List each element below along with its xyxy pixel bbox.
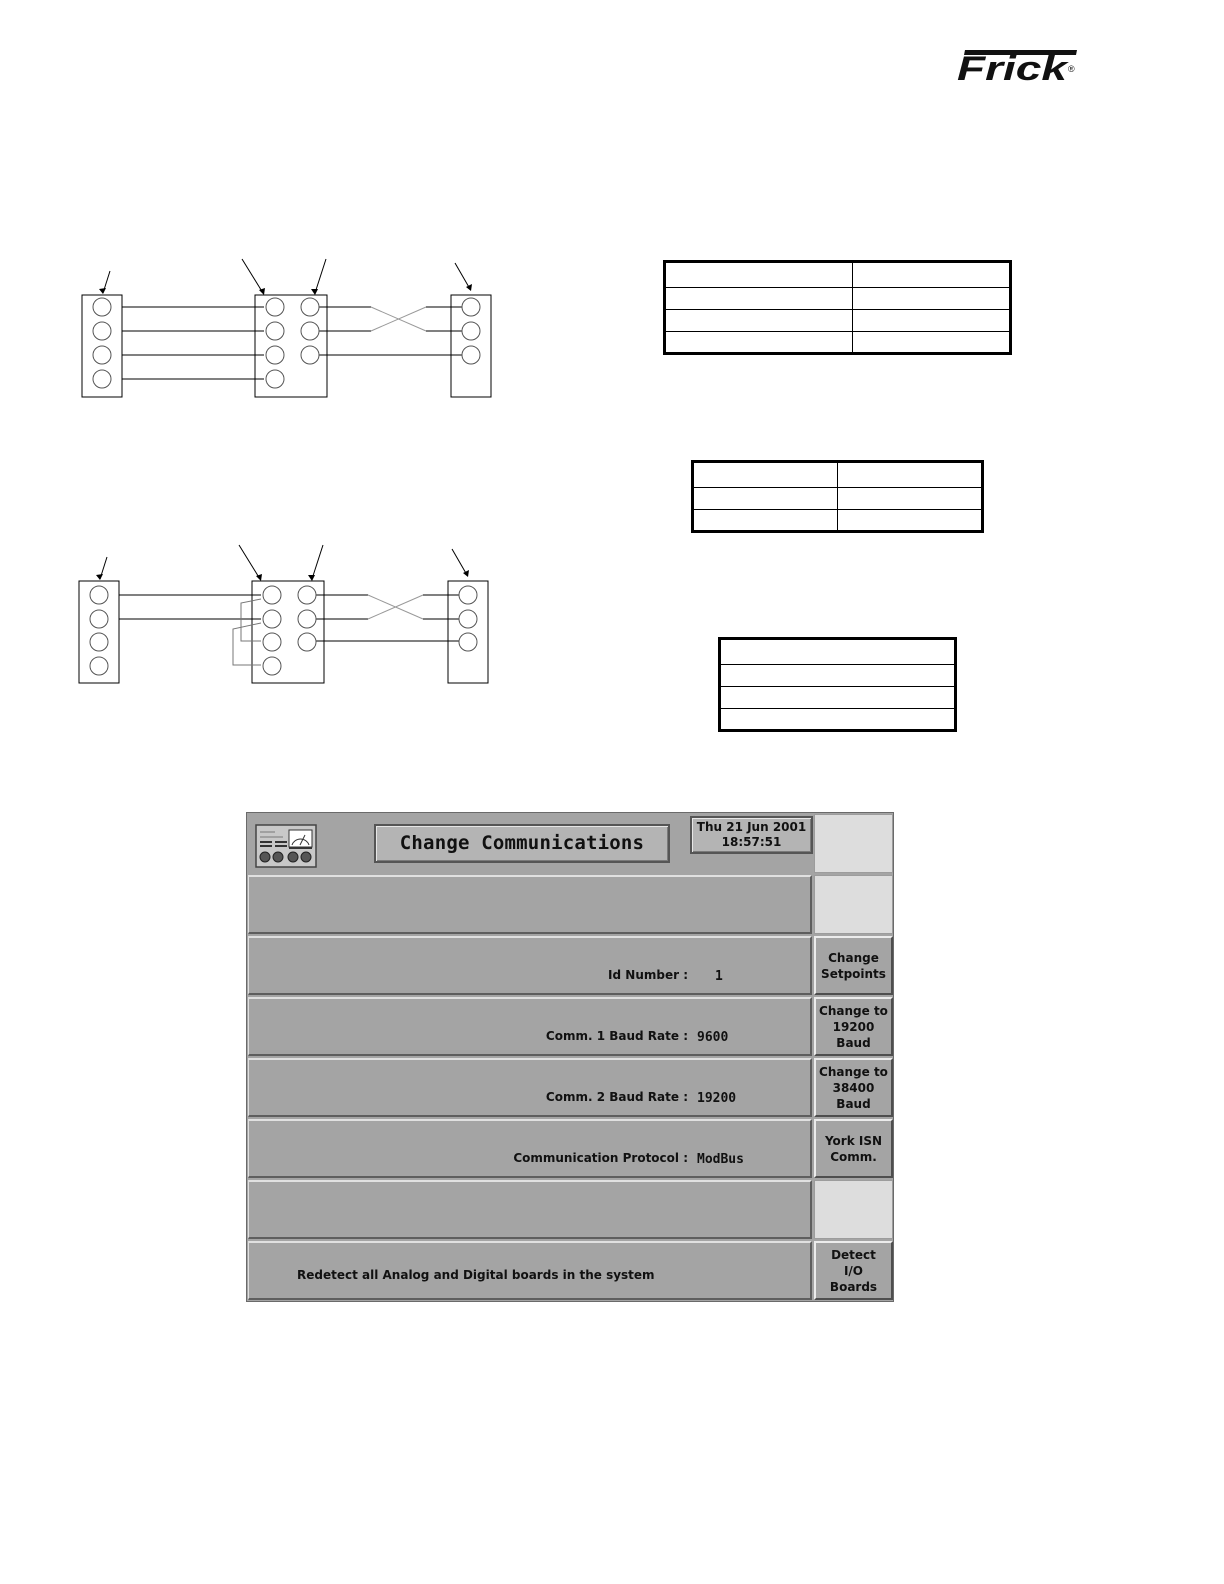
wiring-table-3	[718, 637, 957, 732]
comm2-baud-label: Comm. 2 Baud Rate :	[545, 1090, 688, 1104]
terminal	[462, 298, 480, 316]
terminal	[459, 610, 477, 628]
york-isn-comm-button[interactable]: York ISN Comm.	[814, 1119, 893, 1178]
wiring-diagram-1	[70, 255, 510, 410]
logo-wordmark: Frick	[957, 50, 1070, 86]
leader-arrow-middle-right	[312, 545, 323, 579]
leader-arrow-right	[452, 549, 467, 575]
date-text: Thu 21 Jun 2001	[696, 820, 807, 834]
terminal	[90, 610, 108, 628]
setting-row-comm2-baud	[248, 1058, 812, 1117]
terminal	[462, 322, 480, 340]
wiring-table-1	[663, 260, 1012, 355]
terminal	[266, 322, 284, 340]
terminal	[266, 370, 284, 388]
terminal	[93, 370, 111, 388]
terminal	[263, 586, 281, 604]
terminal	[266, 298, 284, 316]
setting-row-id-number	[248, 936, 812, 995]
comm1-baud-value: 9600	[697, 1030, 729, 1045]
terminal	[263, 657, 281, 675]
terminal	[301, 298, 319, 316]
terminal	[298, 633, 316, 651]
detect-io-boards-button[interactable]: Detect I/O Boards	[814, 1241, 893, 1300]
detect-boards-description: Redetect all Analog and Digital boards in the system	[297, 1268, 655, 1282]
comm1-baud-label: Comm. 1 Baud Rate :	[545, 1029, 688, 1043]
frick-logo	[955, 46, 1080, 86]
leader-arrow-middle-right	[315, 259, 326, 293]
softkey-2-blank[interactable]	[814, 875, 893, 934]
terminal	[93, 298, 111, 316]
terminal	[90, 586, 108, 604]
softkey-1-blank[interactable]	[814, 814, 893, 873]
softkey-7-blank[interactable]	[814, 1180, 893, 1239]
setting-row-comm1-baud	[248, 997, 812, 1056]
setting-row-protocol	[248, 1119, 812, 1178]
terminal	[263, 610, 281, 628]
change-to-19200-baud-button[interactable]: Change to 19200 Baud	[814, 997, 893, 1056]
terminal	[266, 346, 284, 364]
screen-header	[247, 813, 812, 875]
terminal	[298, 610, 316, 628]
protocol-label: Communication Protocol :	[513, 1151, 688, 1165]
id-number-value: 1	[715, 969, 723, 984]
terminal	[90, 633, 108, 651]
leader-arrow-middle-left	[242, 259, 263, 293]
leader-arrow-right	[455, 263, 470, 289]
terminal	[459, 586, 477, 604]
terminal	[301, 322, 319, 340]
wiring-diagram-2	[67, 541, 507, 696]
registered-mark: ®	[1068, 64, 1075, 74]
change-to-38400-baud-button[interactable]: Change to 38400 Baud	[814, 1058, 893, 1117]
terminal	[301, 346, 319, 364]
terminal	[93, 346, 111, 364]
setting-row-blank-1	[248, 875, 812, 934]
control-panel-icon	[255, 824, 317, 868]
terminal	[462, 346, 480, 364]
setting-row-blank-2	[248, 1180, 812, 1239]
setting-row-detect-boards	[248, 1241, 812, 1300]
comm2-baud-value: 19200	[697, 1091, 737, 1106]
terminal	[263, 633, 281, 651]
id-number-label: Id Number :	[608, 968, 688, 982]
terminal	[298, 586, 316, 604]
leader-arrow-middle-left	[239, 545, 260, 579]
date-time-display	[690, 816, 813, 854]
wiring-table-2	[691, 460, 984, 533]
terminal	[93, 322, 111, 340]
screen-title: Change Communications	[374, 824, 670, 863]
protocol-value: ModBus	[697, 1152, 744, 1167]
terminal	[90, 657, 108, 675]
terminal	[459, 633, 477, 651]
change-communications-screen	[246, 812, 894, 1302]
change-setpoints-button[interactable]: Change Setpoints	[814, 936, 893, 995]
time-text: 18:57:51	[721, 835, 782, 849]
